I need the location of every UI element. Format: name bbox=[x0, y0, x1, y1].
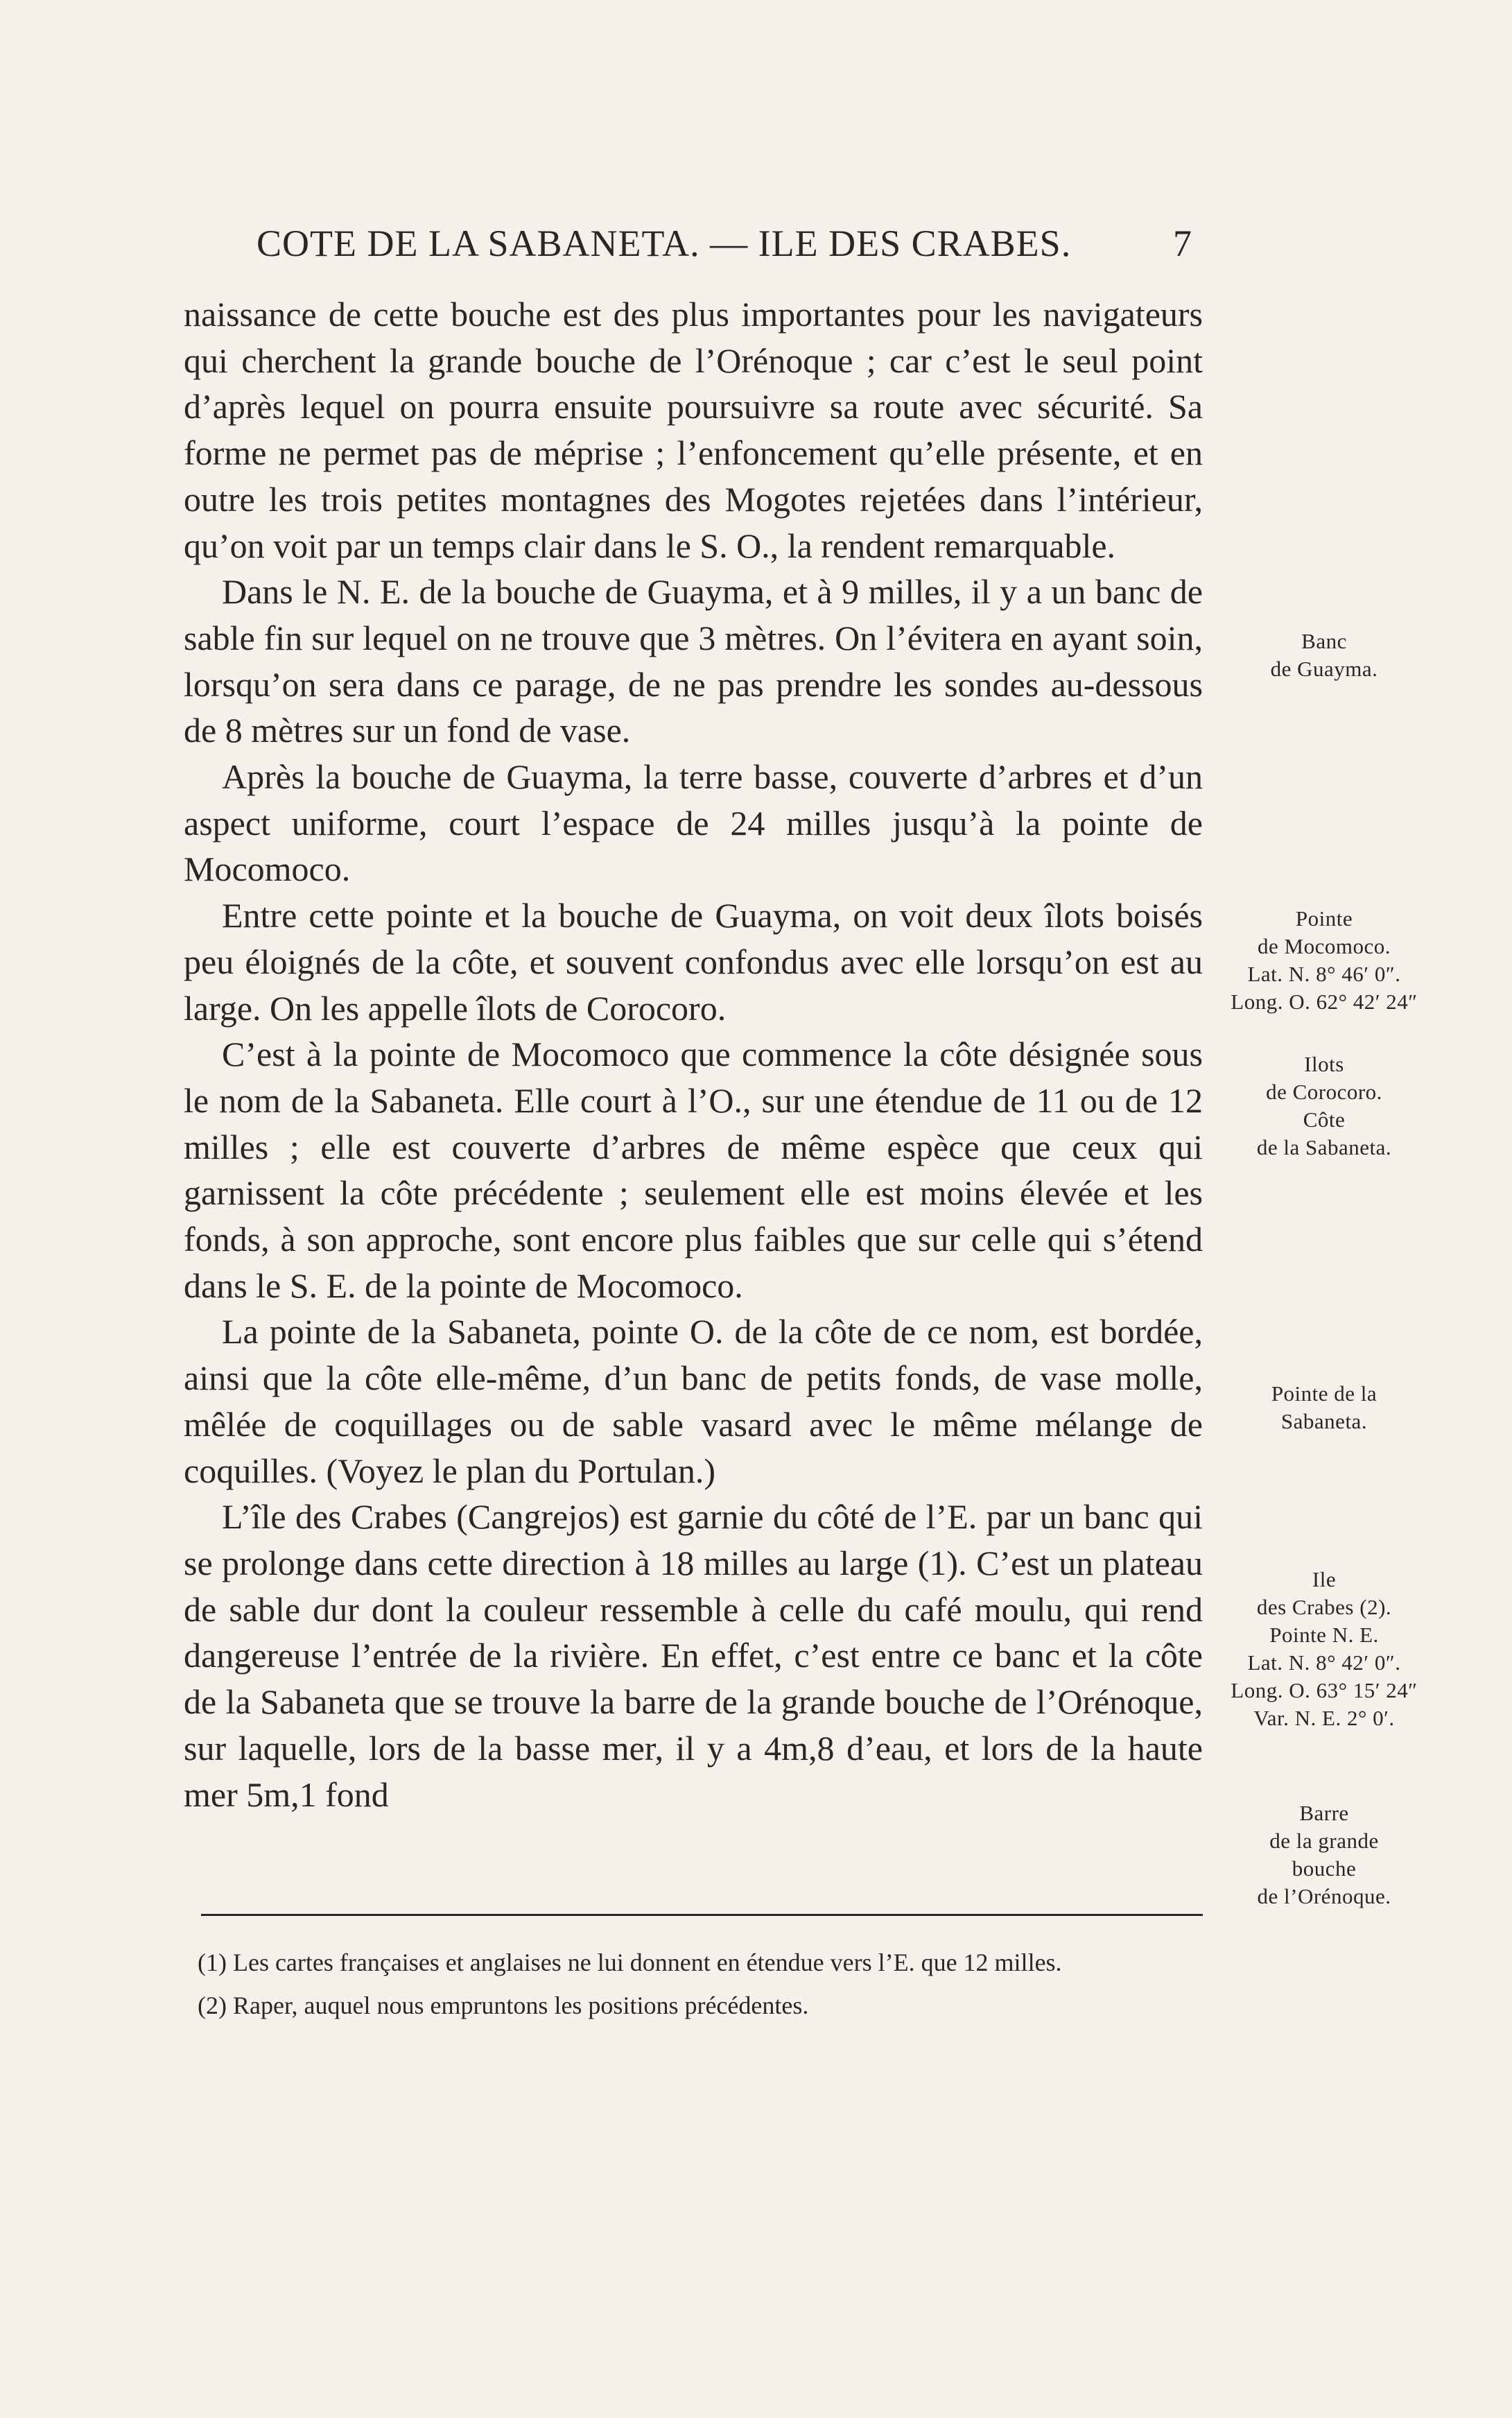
margin-note-line: Var. N. E. 2° 0′. bbox=[1253, 1706, 1395, 1730]
margin-note-line: de l’Orénoque. bbox=[1257, 1884, 1391, 1908]
margin-note-line: de Guayma. bbox=[1270, 657, 1378, 681]
margin-note-pointe-sabaneta bbox=[1220, 1380, 1428, 1435]
margin-note-ilots-corocoro bbox=[1220, 1051, 1428, 1161]
margin-note-line: Pointe de la bbox=[1271, 1381, 1378, 1406]
main-text bbox=[184, 291, 1203, 1817]
paragraph: La pointe de la Sabaneta, pointe O. de la côte de ce nom, est bordée, ainsi que la côte elle-même, d’un banc de petits fonds, de vase molle, mêlée de coquillages ou de sable vasard avec le même mélange de coquilles. (Voyez le plan du Portulan.) bbox=[184, 1312, 1203, 1490]
margin-note-line: bouche bbox=[1292, 1856, 1357, 1881]
margin-note-line: Long. O. 62° 42′ 24″ bbox=[1231, 990, 1418, 1014]
margin-note-line: Côte bbox=[1303, 1107, 1346, 1132]
margin-note-line: Ilots bbox=[1304, 1052, 1344, 1076]
paragraph: Entre cette pointe et la bouche de Guayma, on voit deux îlots boisés peu éloignés de la côte, et souvent confondus avec elle lorsqu’on est au large. On les appelle îlots de Corocoro. bbox=[184, 896, 1203, 1028]
margin-note-ile-crabes bbox=[1220, 1566, 1428, 1732]
margin-note-pointe-mocomoco bbox=[1220, 905, 1428, 1016]
margin-note-line: Pointe N. E. bbox=[1269, 1623, 1379, 1647]
margin-note-line: de Mocomoco. bbox=[1258, 934, 1391, 958]
footnote: (2) Raper, auquel nous empruntons les positions précédentes. bbox=[198, 1992, 809, 2019]
margin-note-line: de Corocoro. bbox=[1266, 1080, 1382, 1104]
margin-note-line: de la grande bbox=[1269, 1829, 1379, 1853]
footnote: (1) Les cartes françaises et anglaises ne lui donnent en étendue vers l’E. que 12 milles. bbox=[198, 1949, 1062, 1976]
paragraph: Dans le N. E. de la bouche de Guayma, et à 9 milles, il y a un banc de sable fin sur lequel on ne trouve que 3 mètres. On l’évitera en ayant soin, lorsqu’on sera dans ce parage, de ne pas prendre les sondes au-dessous de 8 mètres sur un fond de vase. bbox=[184, 572, 1203, 750]
footnote-rule bbox=[201, 1914, 1203, 1916]
margin-note-line: Ile bbox=[1312, 1567, 1337, 1591]
margin-note-line: Pointe bbox=[1295, 906, 1353, 931]
page-number: 7 bbox=[1173, 223, 1192, 264]
margin-note-line: de la Sabaneta. bbox=[1256, 1135, 1392, 1159]
running-header bbox=[257, 222, 1192, 277]
margin-note-line: Long. O. 63° 15′ 24″ bbox=[1231, 1678, 1418, 1702]
margin-note-line: Banc bbox=[1301, 629, 1347, 653]
paragraph: naissance de cette bouche est des plus importantes pour les navigateurs qui cherchent la grande bouche de l’Orénoque ; car c’est le seul point d’après lequel on pourra ensuite poursuivre sa route avec sécurité. Sa forme ne permet pas de méprise ; l’enfoncement qu’elle présente, et en outre les trois petites montagnes des Mogotes rejetées dans l’intérieur, qu’on voit par un temps clair dans le S. O., la rendent remarquable. bbox=[184, 295, 1203, 565]
paragraph: C’est à la pointe de Mocomoco que commence la côte désignée sous le nom de la Sabaneta. Elle court à l’O., sur une étendue de 11 ou de 12 milles ; elle est couverte d’arbres de même espèce que ceux qui garnissent la côte précédente ; seulement elle est moins élevée et les fonds, à son approche, sont encore plus faibles que sur celle qui s’étend dans le S. E. de la pointe de Mocomoco. bbox=[184, 1035, 1203, 1305]
footnotes bbox=[198, 1945, 1210, 2023]
margin-note-line: Barre bbox=[1299, 1801, 1349, 1825]
paragraph: Après la bouche de Guayma, la terre basse, couverte d’arbres et d’un aspect uniforme, court l’espace de 24 milles jusqu’à la pointe de Mocomoco. bbox=[184, 757, 1203, 889]
margin-note-line: Lat. N. 8° 42′ 0″. bbox=[1247, 1650, 1401, 1675]
margin-note-banc-guayma bbox=[1220, 628, 1428, 683]
margin-note-barre-orenoque bbox=[1220, 1799, 1428, 1910]
running-title: COTE DE LA SABANETA. — ILE DES CRABES. bbox=[257, 223, 1072, 264]
margin-note-line: Sabaneta. bbox=[1280, 1409, 1368, 1433]
paragraph: L’île des Crabes (Cangrejos) est garnie du côté de l’E. par un banc qui se prolonge dans cette direction à 18 milles au large (1). C’est un plateau de sable dur dont la couleur ressemble à celle du café moulu, qui rend dangereuse l’entrée de la rivière. En effet, c’est entre ce banc et la côte de la Sabaneta que se trouve la barre de la grande bouche de l’Orénoque, sur laquelle, lors de la basse mer, il y a 4m,8 d’eau, et lors de la haute mer 5m,1 fond bbox=[184, 1497, 1203, 1814]
margin-note-line: Lat. N. 8° 46′ 0″. bbox=[1247, 962, 1401, 986]
margin-note-line: des Crabes (2). bbox=[1256, 1595, 1392, 1619]
